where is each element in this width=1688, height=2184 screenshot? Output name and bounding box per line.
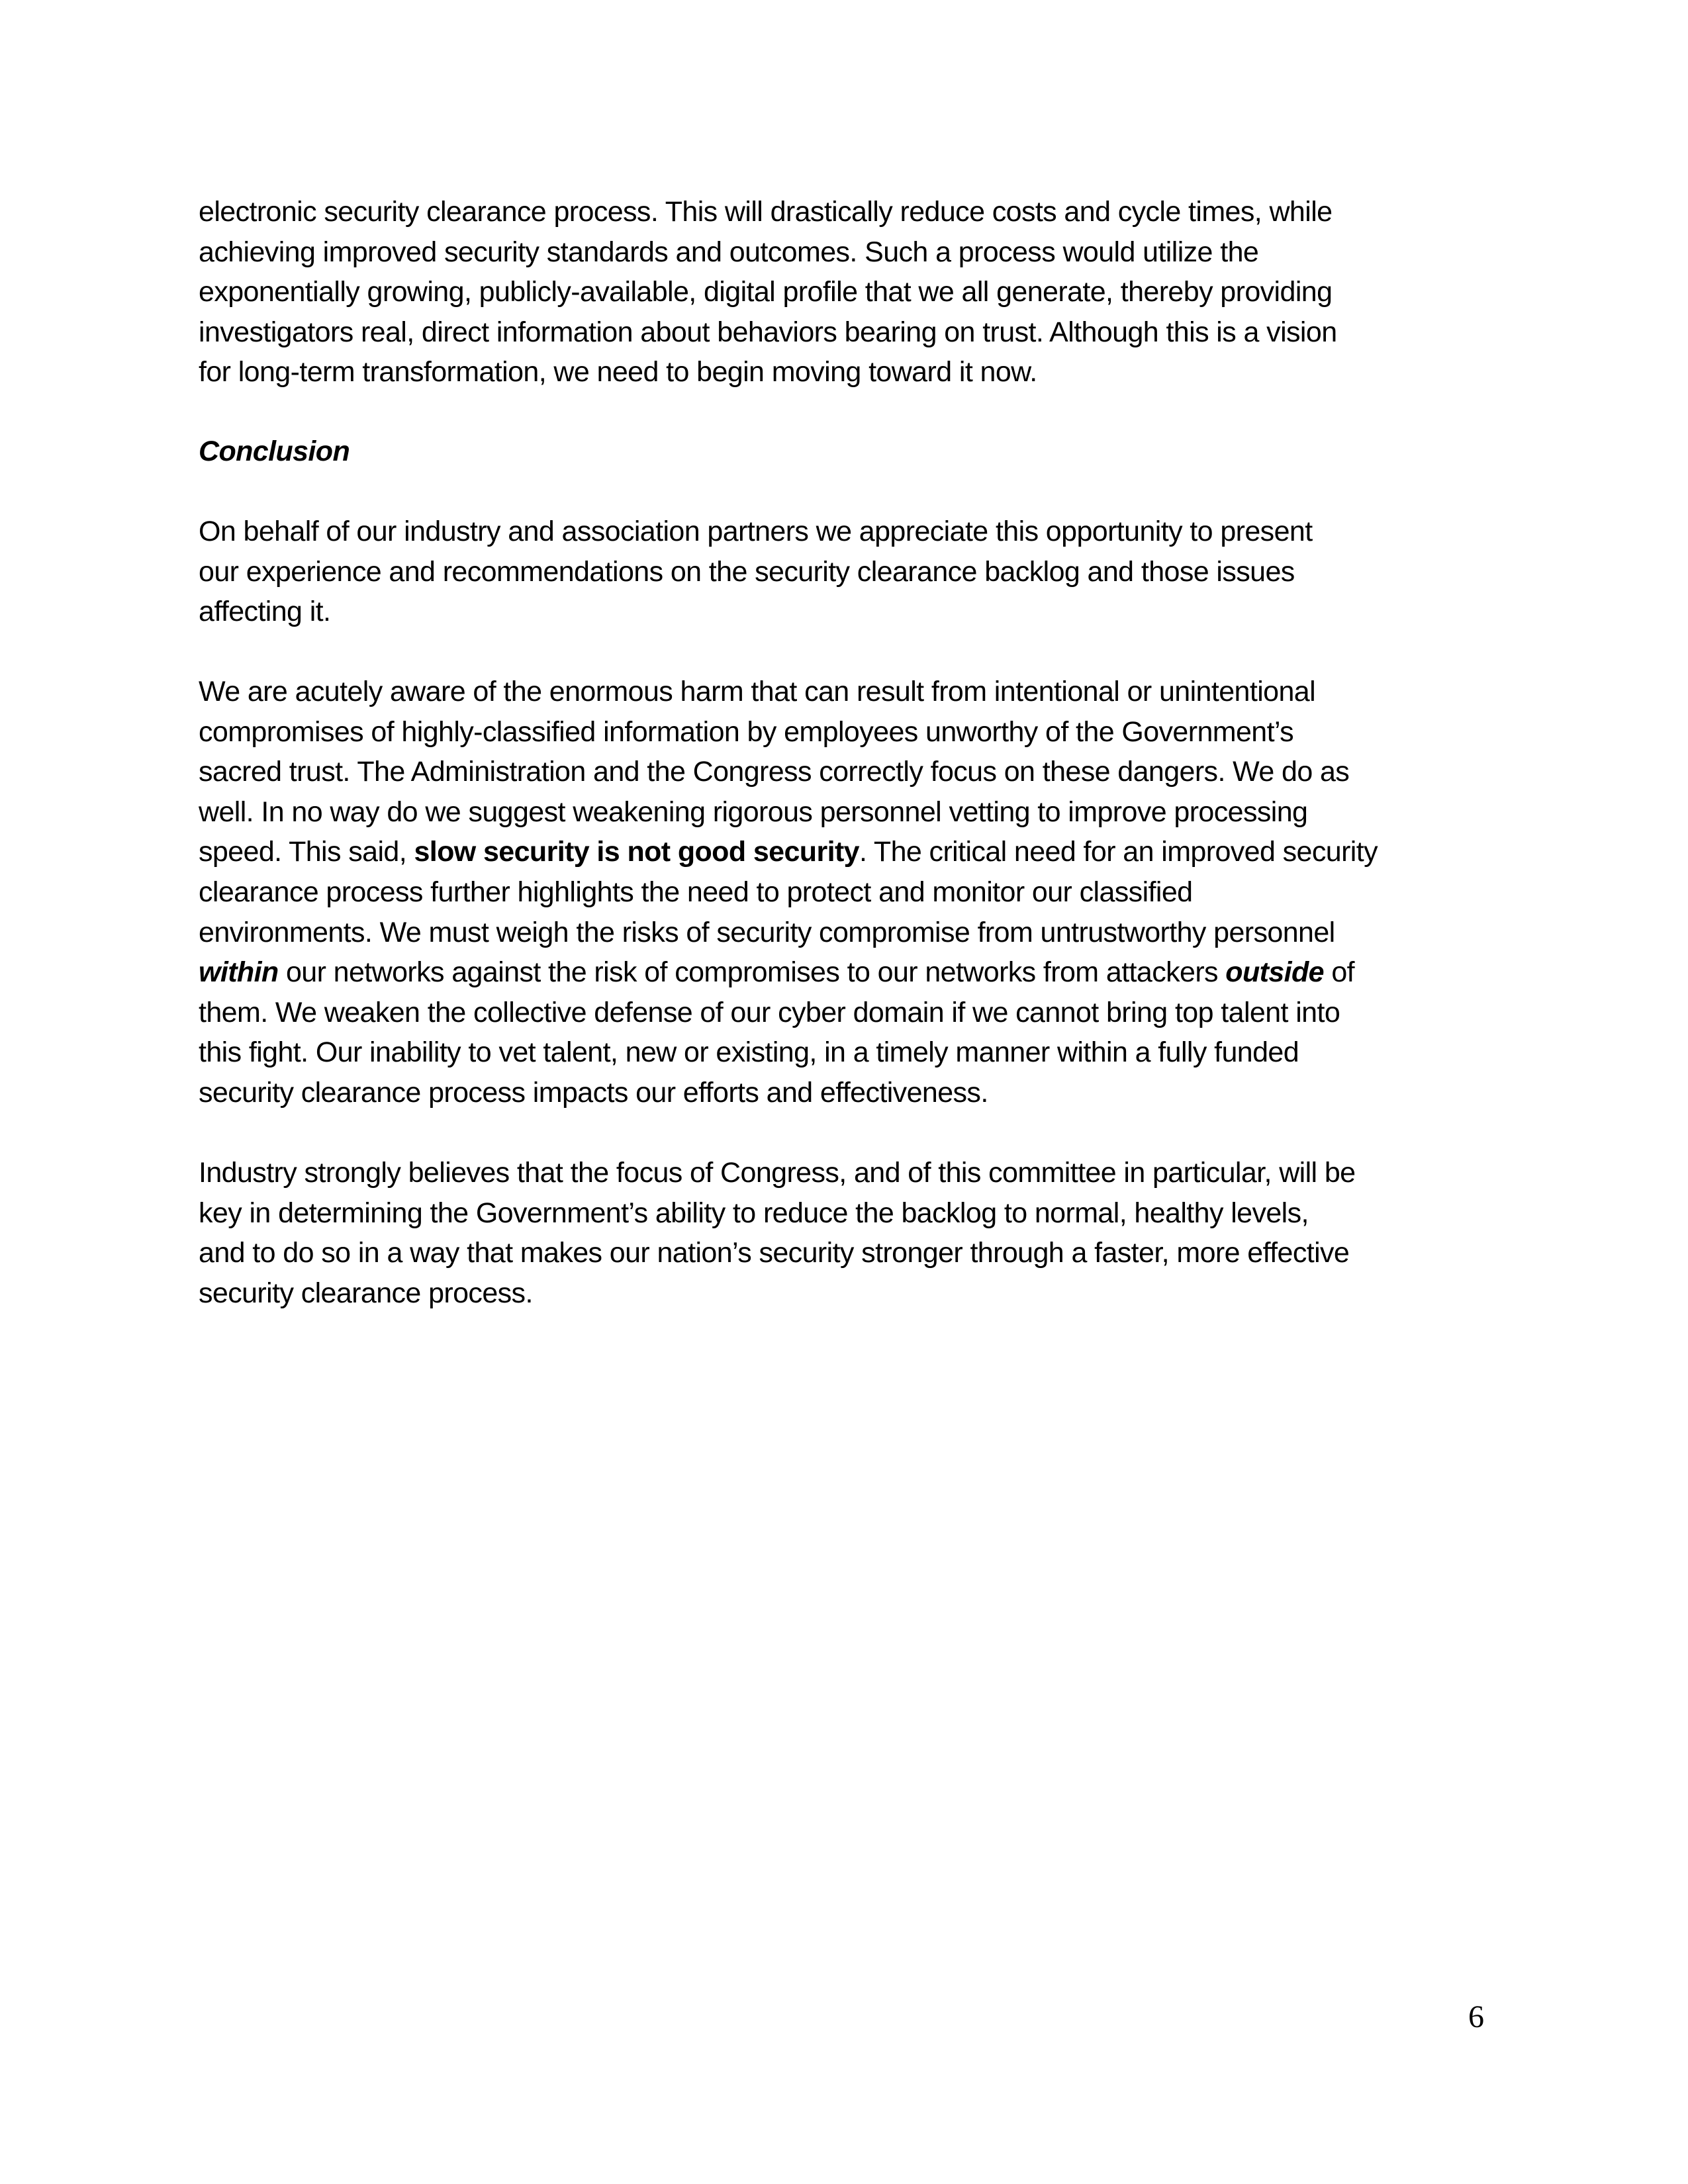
text-line: well. In no way do we suggest weakening rigorous personnel vetting to improve processing xyxy=(199,796,1308,828)
text-line: On behalf of our industry and association partners we appreciate this opportunity to present xyxy=(199,516,1313,547)
paragraph-security-risks xyxy=(199,672,1496,1113)
text-line: our experience and recommendations on the security clearance backlog and those issues xyxy=(199,555,1295,588)
bold-emphasis: slow security is not good security xyxy=(414,836,859,868)
text-run: of xyxy=(1323,956,1354,989)
text-line: them. We weaken the collective defense of our cyber domain if we cannot bring top talent into xyxy=(199,996,1340,1028)
text-run: our networks against the risk of compromises to our networks from attackers xyxy=(278,956,1226,989)
text-line: achieving improved security standards and outcomes. Such a process would utilize the xyxy=(199,236,1259,268)
paragraph-appreciation xyxy=(199,512,1496,632)
paragraph-industry-belief xyxy=(199,1153,1496,1313)
text-line: electronic security clearance process. This will drastically reduce costs and cycle times, while xyxy=(199,196,1333,228)
text-line: key in determining the Government’s ability to reduce the backlog to normal, healthy levels, xyxy=(199,1197,1309,1229)
text-line: and to do so in a way that makes our nation’s security stronger through a faster, more effective xyxy=(199,1237,1350,1269)
text-line-with-emphasis xyxy=(199,832,1496,872)
text-line-with-emphasis xyxy=(199,952,1496,993)
text-line: compromises of highly-classified information by employees unworthy of the Government’s xyxy=(199,715,1294,748)
text-line: affecting it. xyxy=(199,596,331,628)
text-line: environments. We must weigh the risks of security compromise from untrustworthy personnel xyxy=(199,916,1335,948)
text-line: security clearance process. xyxy=(199,1277,533,1309)
text-line: sacred trust. The Administration and the Congress correctly focus on these dangers. We do as xyxy=(199,756,1350,788)
text-line: We are acutely aware of the enormous harm that can result from intentional or unintentional xyxy=(199,676,1316,707)
section-heading-conclusion: Conclusion xyxy=(199,435,350,467)
bold-italic-emphasis-within: within xyxy=(199,956,279,989)
paragraph-digital-profile-vision xyxy=(199,192,1496,392)
text-run: . The critical need for an improved security xyxy=(859,836,1378,868)
text-line: investigators real, direct information about behaviors bearing on trust. Although this is a vision xyxy=(199,316,1337,348)
page-number: 6 xyxy=(1468,1999,1484,2034)
text-line: Industry strongly believes that the focus of Congress, and of this committee in particular, will be xyxy=(199,1157,1356,1189)
bold-italic-emphasis-outside: outside xyxy=(1225,956,1324,989)
text-run: speed. This said, xyxy=(199,836,414,868)
text-line: exponentially growing, publicly-available, digital profile that we all generate, thereby providing xyxy=(199,276,1333,308)
text-line: clearance process further highlights the need to protect and monitor our classified xyxy=(199,876,1193,908)
text-line: this fight. Our inability to vet talent, new or existing, in a timely manner within a fully funded xyxy=(199,1036,1299,1069)
text-line: security clearance process impacts our efforts and effectiveness. xyxy=(199,1076,988,1109)
text-line: for long-term transformation, we need to begin moving toward it now. xyxy=(199,356,1037,388)
